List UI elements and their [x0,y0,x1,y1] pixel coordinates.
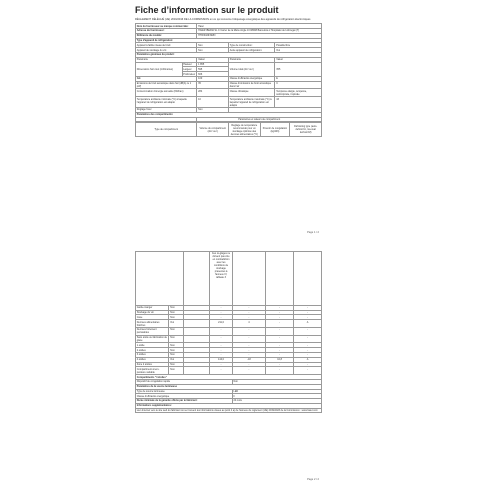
model-label: Référence du modèle: [136,33,197,38]
row-freeze: - [266,353,294,358]
warranty-label: Durée minimale de la garantie offerte par le fabricant: [136,399,233,404]
table-row [136,367,322,375]
row-temp: - [232,335,265,343]
depth-label: Profondeur [183,72,196,76]
row-def: - [294,348,322,353]
row-vol: - [210,305,232,310]
row-yn: Non [169,353,184,358]
row-label: Stockage du vin [136,310,169,315]
climate-label: Classe climatique [228,89,275,97]
row-vol: - [210,315,232,320]
row-def: - [294,315,322,320]
row-freeze: - [266,343,294,348]
row-vol: - [210,327,232,335]
noise-value: 35 [197,81,229,89]
wine-label: Appareil de stockage du vin: [136,48,197,53]
max-temp-value: 43 [275,97,322,108]
row-yn: Non [169,343,184,348]
light-label: Paramètres de la source lumineuse [136,384,322,389]
row-vol: - [210,348,232,353]
consumption-value: 284 [197,89,229,97]
row-label: Compartiment à tem-pérature variable [136,367,169,375]
light-type-label: Type de source lumineuse [136,389,233,394]
comp-freeze-header: Pouvoir de congélation (kg/24h) [260,123,290,137]
col-param-2: Paramètre [228,57,275,62]
volume-value: 355 [275,62,322,76]
min-temp-label: Température ambiante minimale (°C) à laquelle l'appareil de réfrigération est adapté [136,97,197,108]
comp-temp-header: Réglage de température recommandé pour un stockage optimisé des denrées alimentaires (°C) [228,123,260,137]
row-def: - [294,327,322,335]
other-value: Oui [275,48,322,53]
dim-label: Dimensions hors tout (millimètres) [136,62,183,76]
row-temp: - [232,362,265,367]
row-temp: - [232,327,265,335]
row-yn: Non [169,335,184,343]
row-temp: - [232,305,265,310]
wine-value: Non [197,48,229,53]
address-label: Adresse du fournisseur: [136,29,197,34]
regulation-text: RÈGLEMENT DÉLÉGUÉ (UE) 2019/2016 DE LA COMMISSION en ce qui concerne l'étiquetage énergétique des appareils de réfrigération électroniques [135,18,311,21]
row-vol: - [210,362,232,367]
row-spacer [184,335,210,343]
row-label: 1 étoile [136,343,169,348]
row-temp: - [232,343,265,348]
row-def: - [294,310,322,315]
col-value: Valeur [197,57,229,62]
comp-volume-header: Volume du compartiment (dm³ ou l) [197,123,229,137]
row-yn: Non [169,348,184,353]
winter-value: Non [197,108,229,113]
depth-value: 666 [197,72,229,77]
four-star-label: Compartiments "4 étoiles" [136,375,322,380]
light-type-value: LED [232,389,321,394]
col-param: Paramètre [136,57,197,62]
fast-freeze-label: Dispositif de congélation rapide [136,379,233,384]
min-temp-value: 10 [197,97,229,108]
row-def: - [294,305,322,310]
table-row [136,335,322,343]
row-def: - [294,362,322,367]
low-noise-label: Appareil à faible niveau de bruit: [136,43,197,48]
row-yn: Oui [169,357,184,362]
consumption-label: Consommation d'énergie annuelle (kWh/an) [136,89,197,97]
page-title: Fiche d’information sur le produit [135,5,279,15]
table-row [136,327,322,335]
low-noise-value: Non [197,43,229,48]
supplier-label: Nom du fournisseur ou marque commerciale: [136,24,197,29]
comp-type-header: Type de compartiment [136,123,197,137]
winter-label: Réglage hiver [136,108,197,113]
row-def: - [294,353,322,358]
width-label: Largeur [182,67,197,72]
row-vol: - [210,343,232,348]
row-freeze: - [266,367,294,375]
height-value: 1 855 [197,62,229,67]
compartment-label: Paramètres des compartiments: [136,112,322,117]
page-number: Page 1 / 2 [307,231,319,234]
design-value: Posable libre [275,43,322,48]
general-label: Paramètres généraux du produit: [136,52,322,57]
max-temp-label: Température ambiante maximale (°C) à laquelle l'appareil de réfrigération est adapté [228,97,275,108]
compartment-header-table [135,122,322,137]
row-freeze: - [266,335,294,343]
row-label: Denrées fortement périssables [136,327,169,335]
document-page-1 [132,5,325,234]
width-value: 595 [197,67,229,72]
address-value: HAIER IBERIA SL C Carrer de la Marie Angle 13 08908 Barcelona L'Hospitalet de Llobregat (T) [197,29,322,34]
row-temp: - [232,353,265,358]
noise-class-label: Classe d'émissions de bruit acoustique dans l'air [228,81,275,89]
energy-class-label: Classe d'efficacité énergétique [228,76,275,81]
info-text: Lien Internet vers le site web du fabricant où se trouvent les informations visées au point 4 a) de l'annexe du règlement (UE) 2019/2023 de la Commission : www.haier.com [136,408,322,413]
noise-class-value: C [275,81,322,89]
product-info-table [135,23,322,122]
row-freeze: 10,8 [266,357,294,362]
energy-class-value: E [275,76,322,81]
row-label: Denrées alimentaires fraîches [136,320,169,328]
row-temp: - [232,315,265,320]
row-yn: Non [169,305,184,310]
other-label: Autre appareil de réfrigération: [228,48,275,53]
row-yn: Non [169,367,184,375]
light-class-value: F [232,394,321,399]
design-label: Type de construction: [228,43,275,48]
climate-value: Tempérée élargie, tempérée, subtropicale, tropicale [275,89,322,97]
comp-params-header: Paramètres et valeurs de compartiment [197,117,322,122]
row-label: 4 étoiles [136,357,169,362]
row-label: 2 étoiles [136,348,169,353]
row-vol: - [210,335,232,343]
eei-value: 100 [197,76,229,81]
warranty-value: 24 mois [232,399,321,404]
row-spacer [184,327,210,335]
row-def: A [294,357,322,362]
info-label: Informations supplémentaires: [136,403,322,408]
row-yn: Non [169,315,184,320]
compartment-note: Ces ré-glages ne doivent pas être en contradiction avec les conditions de stockage présentes à l'annexe IV, tableau 3 [210,252,232,306]
row-vol: 211,0 [210,320,232,328]
row-def: - [294,343,322,348]
row-temp: -18 [232,357,265,362]
row-vol: - [210,367,232,375]
light-class-label: Classe d'efficacité énergétique [136,394,233,399]
row-label: Sans étoile ou fabrication de glace [136,336,167,343]
model-value: HTR3619FNMN [197,33,322,38]
row-temp: - [232,348,265,353]
row-label: 3 étoiles [136,353,169,358]
eei-label: IEE [136,76,197,81]
row-spacer [184,320,210,328]
row-yn: Oui [169,320,184,328]
row-yn: Non [169,310,184,315]
row-temp: - [232,310,265,315]
row-freeze: - [266,305,294,310]
row-label: Zone 2 étoiles [136,362,169,367]
compartment-values-table [135,251,322,413]
row-vol: - [210,353,232,358]
row-label: Cave [136,315,169,320]
comp-defrost-header: Défrosting type (auto-defrost=A, ma-nual defrost=M) [290,123,322,137]
volume-label: Volume total (dm³ ou l) [228,62,275,76]
type-label: Type d'appareil de réfrigération: [136,38,322,43]
row-vol: - [210,310,232,315]
row-temp: 4 [232,320,265,328]
row-yn: Non [169,327,184,335]
row-label: Garde-manger [136,305,169,310]
height-label: Hauteur [182,62,197,67]
supplier-value: Haier [197,24,322,29]
row-freeze: - [266,315,294,320]
col-value-2: Valeur [275,57,322,62]
fast-freeze-value: Non [232,379,321,384]
document-page-2 [132,249,325,481]
row-vol: 144,0 [210,357,232,362]
row-freeze: - [266,348,294,353]
row-def: - [294,335,322,343]
table-row [136,320,322,328]
noise-label: Émissions de bruit acoustique dans l'air (dB(A) re 1 pW) [136,81,197,89]
row-freeze: - [266,362,294,367]
page-number: Page 2 / 2 [307,478,319,481]
row-spacer [184,367,210,375]
row-def: A [294,320,322,328]
row-freeze: - [266,310,294,315]
row-temp: - [232,367,265,375]
row-freeze: - [266,327,294,335]
row-def: - [294,367,322,375]
row-yn: Non [169,362,184,367]
row-freeze: - [266,320,294,328]
